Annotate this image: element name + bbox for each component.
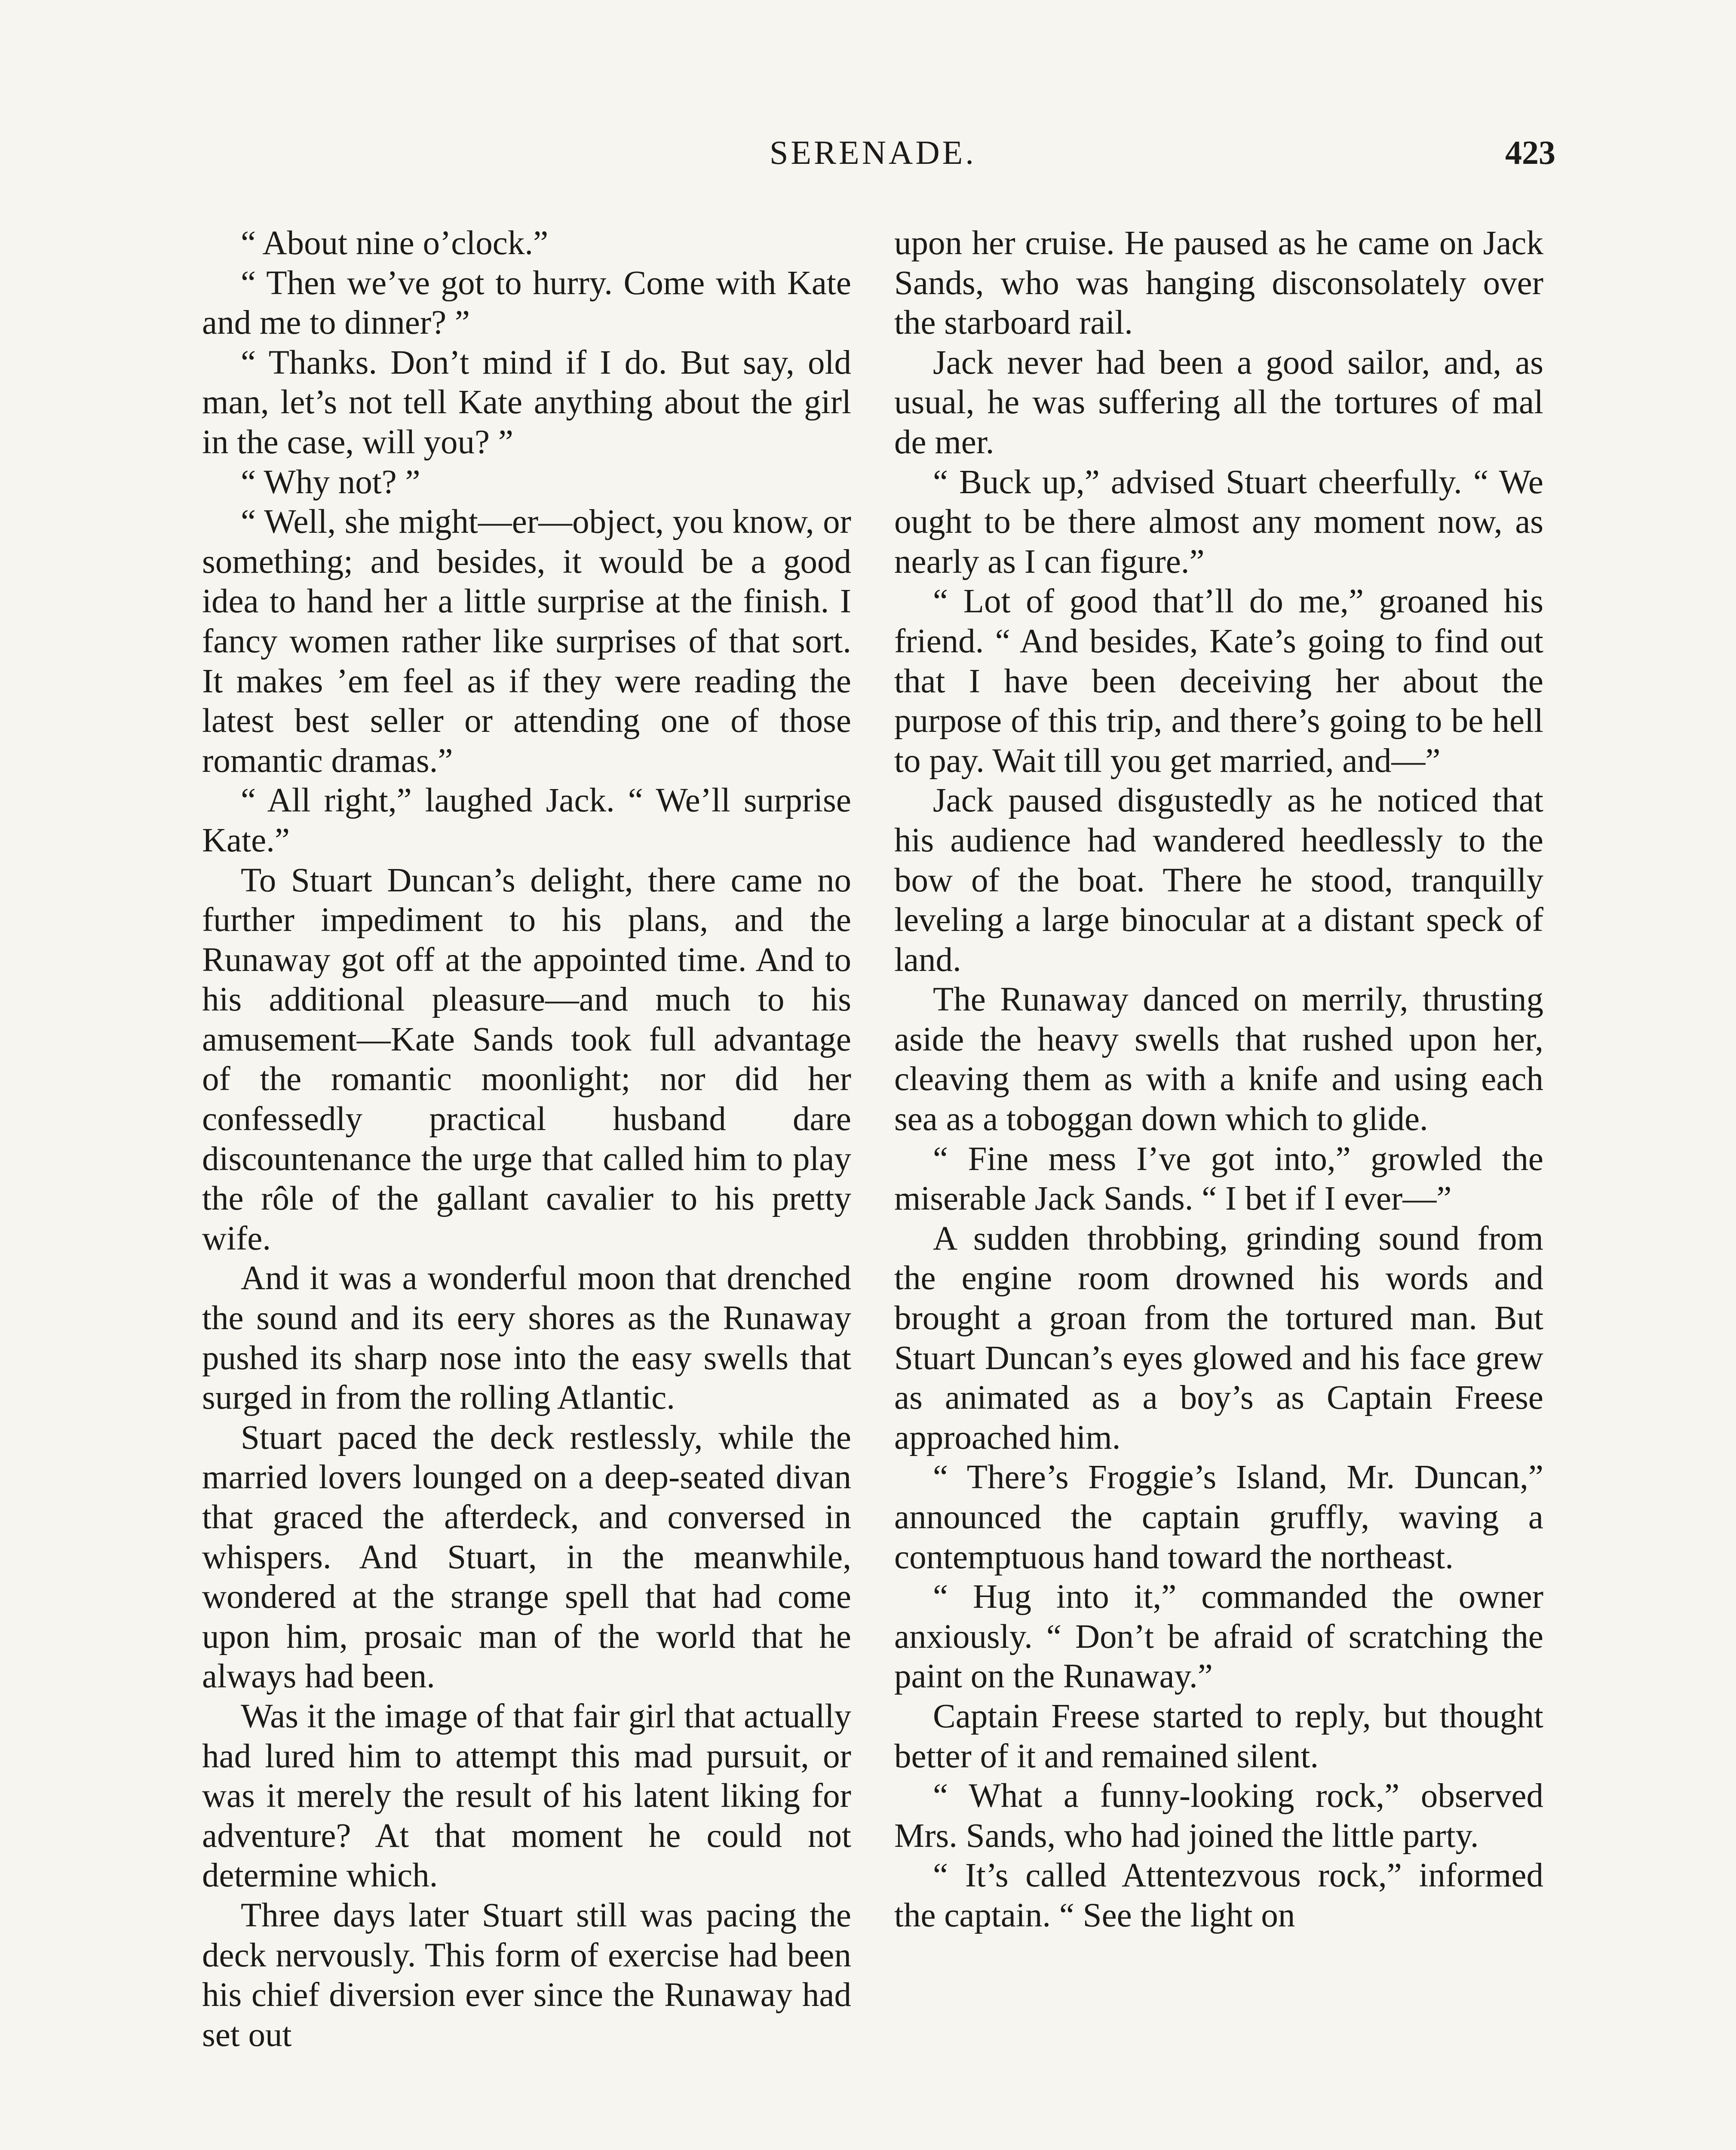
paragraph: Was it the image of that fair girl that actually had lured him to attempt this mad pursuit, or was it merely the result of his latent liking for adventure? At that moment he could not determine which. [202, 1697, 851, 1895]
paragraph: “ Then we’ve got to hurry. Come with Kate and me to dinner? ” [202, 264, 851, 342]
left-text-column [202, 224, 851, 2055]
paragraph: “ Lot of good that’ll do me,” groaned his friend. “ And besides, Kate’s going to find out that I have been deceiving her about the purpose of this trip, and there’s going to be hell to pay. Wait till you get married, and—” [894, 583, 1543, 780]
paragraph: “ About nine o’clock.” [241, 224, 549, 262]
paragraph: Three days later Stuart still was pacing the deck nervously. This form of exercise had been his chief diversion ever since the Runaway had set out [202, 1896, 851, 2054]
paragraph: “ Fine mess I’ve got into,” growled the miserable Jack Sands. “ I bet if I ever—” [894, 1140, 1543, 1218]
running-head-title: SERENADE. [770, 134, 976, 171]
paragraph: Stuart paced the deck restlessly, while the married lovers lounged on a deep-seated divan that graced the afterdeck, and conversed in whispers. And Stuart, in the meanwhile, wondered at the strange spell that had come upon him, prosaic man of the world that he always had been. [202, 1419, 851, 1695]
paragraph: “ Well, she might—er—object, you know, or something; and besides, it would be a good idea to hand her a little surprise at the finish. I fancy women rather like surprises of that sort. It makes ’em feel as if they were reading the latest best seller or attending one of those romantic dramas.” [202, 503, 851, 780]
running-head [0, 133, 1736, 185]
paragraph: Jack paused disgustedly as he noticed that his audience had wandered heedlessly to the bow of the boat. There he stood, tranquilly leveling a large binocular at a distant speck of land. [894, 782, 1543, 979]
paragraph: And it was a wonderful moon that drenched the sound and its eery shores as the Runaway pushed its sharp nose into the easy swells that surged in from the rolling Atlantic. [202, 1259, 851, 1417]
paragraph: upon her cruise. He paused as he came on Jack Sands, who was hanging disconsolately over the starboard rail. [894, 224, 1543, 342]
paragraph: A sudden throbbing, grinding sound from the engine room drowned his words and brought a groan from the tortured man. But Stuart Duncan’s eyes glowed and his face grew as animated as a boy’s as Captain Freese approached him. [894, 1219, 1543, 1456]
paragraph: To Stuart Duncan’s delight, there came no further impediment to his plans, and the Runaway got off at the appointed time. And to his additional pleasure—and much to his amusement—Kate Sands took full advantage of the romantic moonlight; nor did her confessedly practical husband dare discountenance the urge that called him to play the rôle of the gallant cavalier to his pretty wife. [202, 861, 851, 1257]
paragraph: “ Buck up,” advised Stuart cheerfully. “ We ought to be there almost any moment now, as nearly as I can figure.” [894, 463, 1543, 580]
page-number: 423 [1505, 134, 1555, 171]
paragraph: “ Why not? ” [241, 463, 420, 501]
paragraph: Jack never had been a good sailor, and, as usual, he was suffering all the tortures of mal de mer. [894, 344, 1543, 461]
paragraph: Captain Freese started to reply, but thought better of it and remained silent. [894, 1697, 1543, 1775]
paragraph: “ All right,” laughed Jack. “ We’ll surprise Kate.” [202, 782, 851, 859]
paragraph: The Runaway danced on merrily, thrusting aside the heavy swells that rushed upon her, cleaving them as with a knife and using each sea as a toboggan down which to glide. [894, 981, 1543, 1138]
right-text-column [894, 224, 1543, 1936]
paragraph: “ Thanks. Don’t mind if I do. But say, old man, let’s not tell Kate anything about the girl in the case, will you? ” [202, 344, 851, 461]
paragraph: “ It’s called Attentezvous rock,” informed the captain. “ See the light on [894, 1857, 1543, 1934]
paragraph: “ What a funny-looking rock,” observed Mrs. Sands, who had joined the little party. [894, 1777, 1543, 1855]
paragraph: “ Hug into it,” commanded the owner anxiously. “ Don’t be afraid of scratching the paint on the Runaway.” [894, 1578, 1543, 1695]
paragraph: “ There’s Froggie’s Island, Mr. Duncan,” announced the captain gruffly, waving a contemptuous hand toward the northeast. [894, 1459, 1543, 1576]
